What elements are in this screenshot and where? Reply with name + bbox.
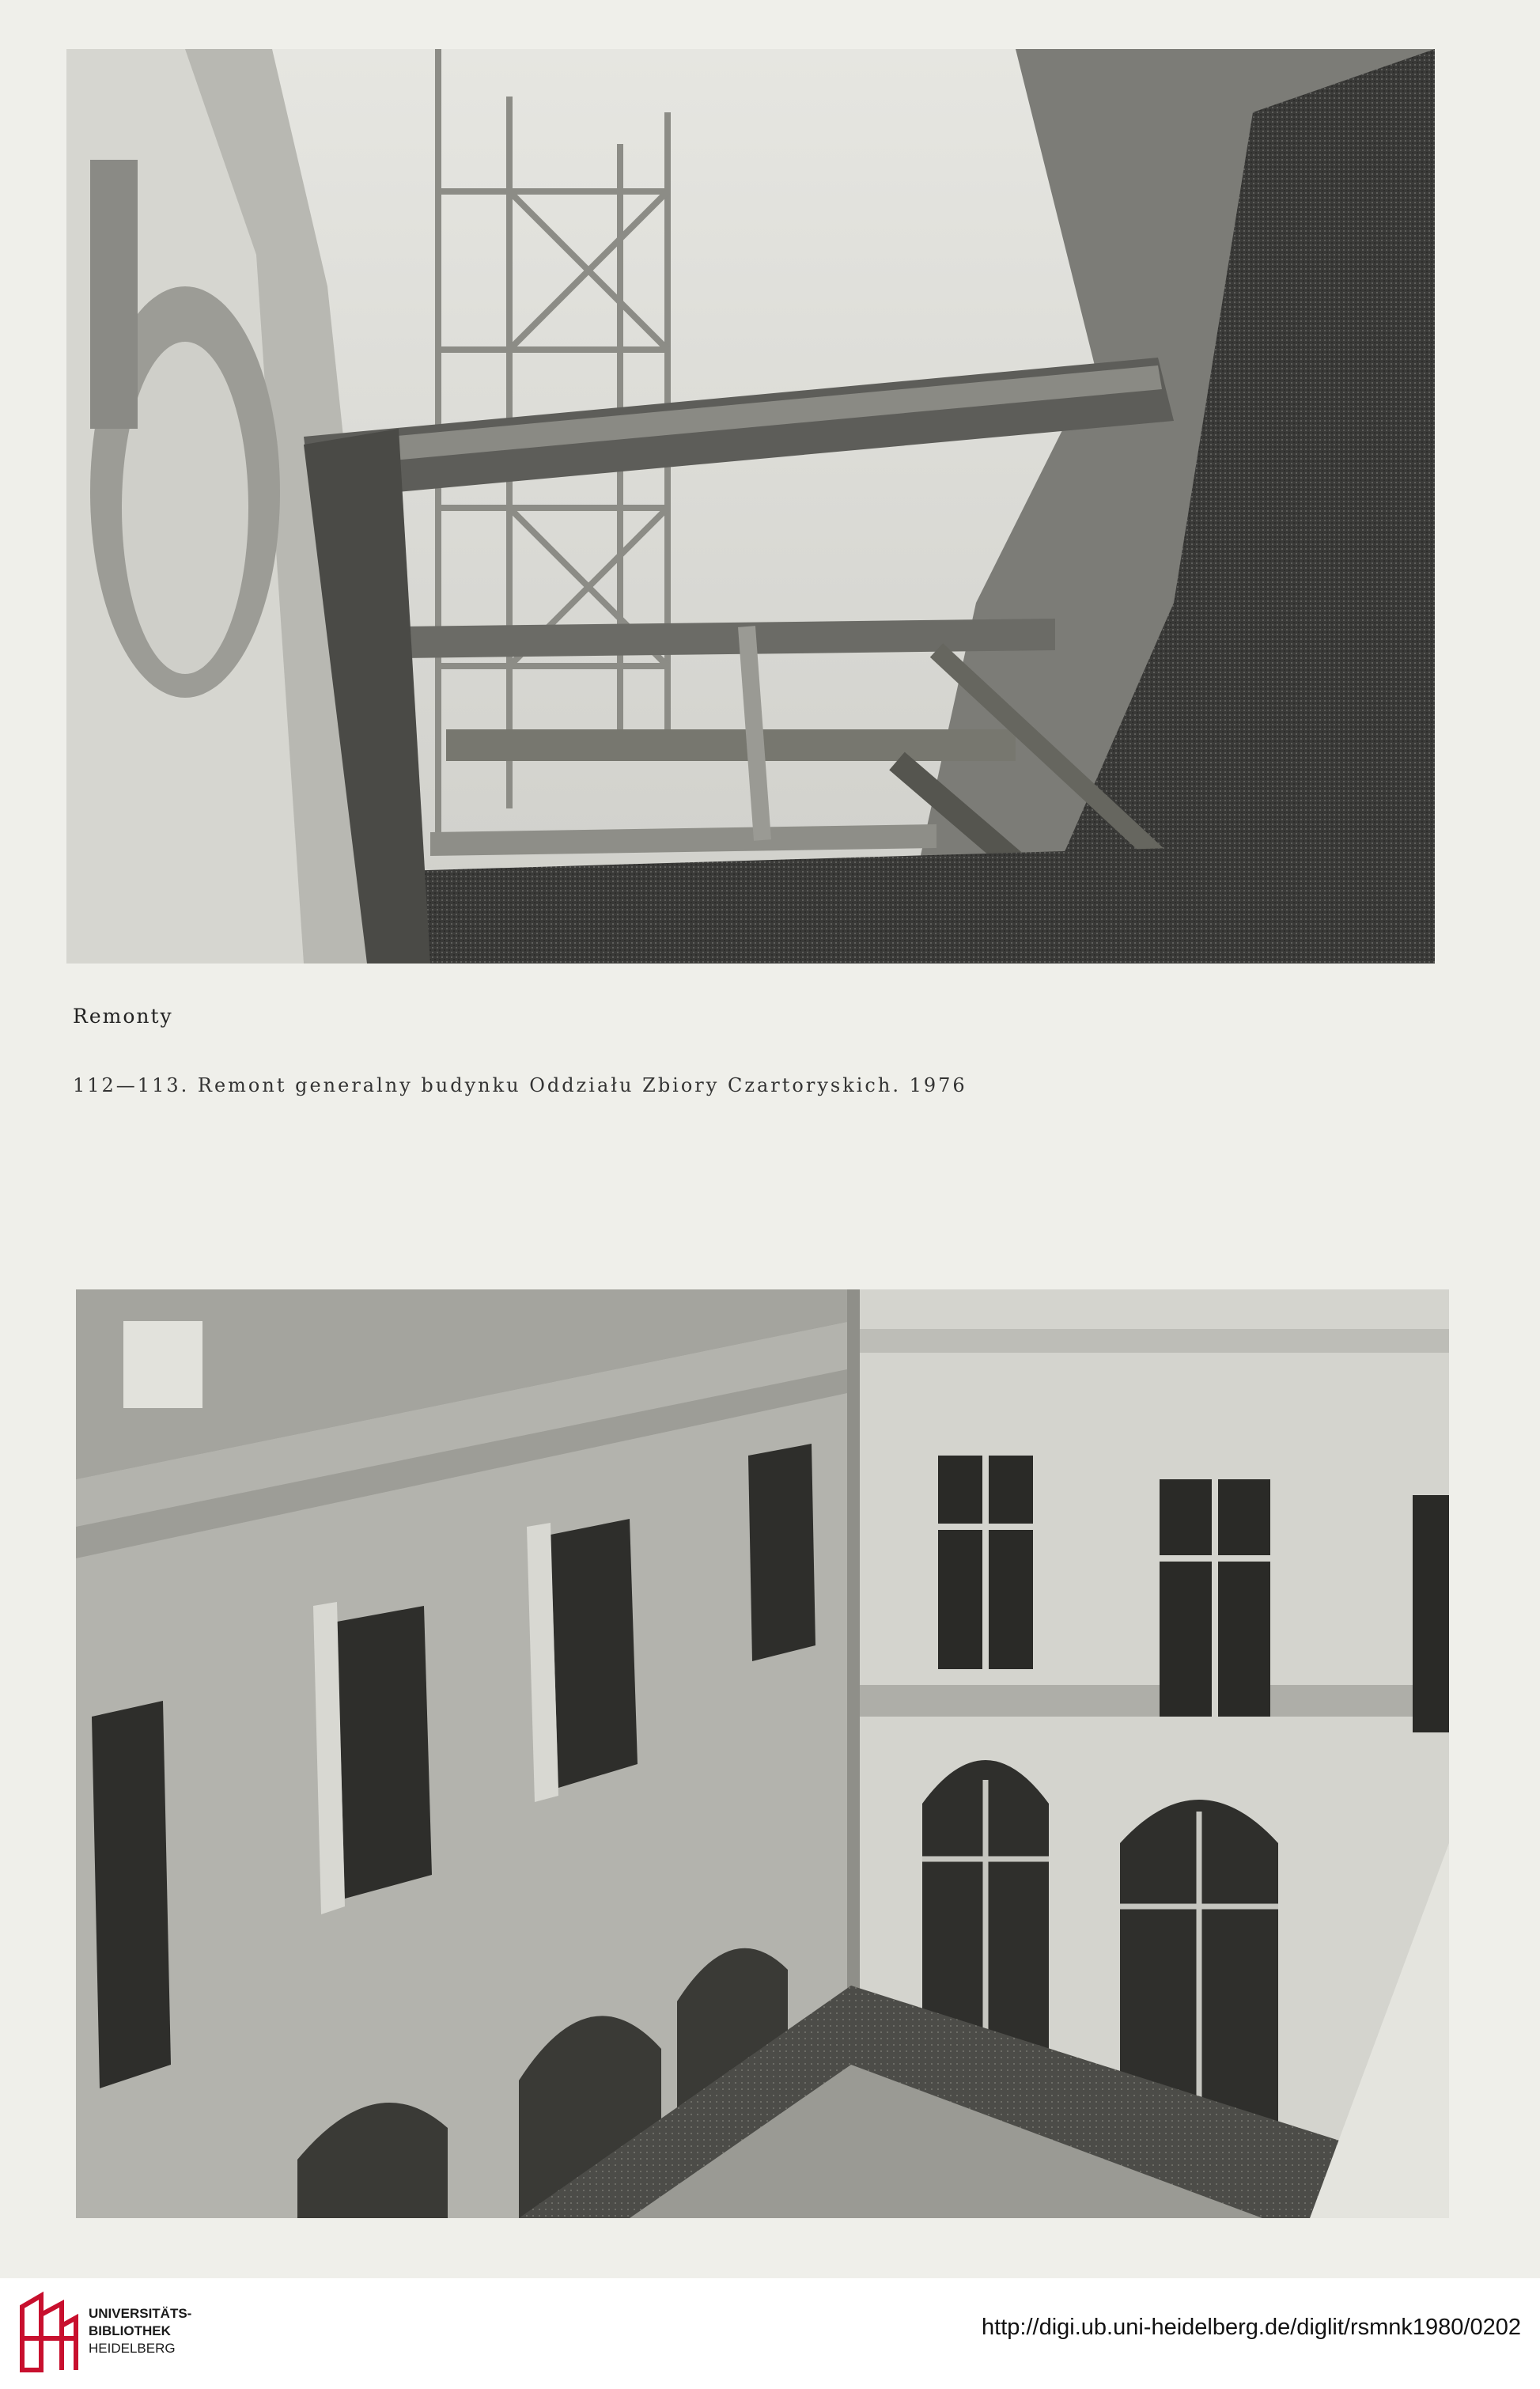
scaffolding-photo bbox=[66, 49, 1435, 964]
library-name-line1: UNIVERSITÄTS- bbox=[89, 2306, 192, 2321]
library-footer bbox=[0, 2278, 1540, 2389]
courtyard-photo bbox=[76, 1289, 1449, 2218]
photo-caption: 112—113. Remont generalny budynku Oddziału Zbiory Czartoryskich. 1976 bbox=[73, 1074, 967, 1096]
library-logo-icon[interactable] bbox=[17, 2291, 79, 2376]
permalink-url[interactable]: http://digi.ub.uni-heidelberg.de/diglit/rsmnk1980/0202 bbox=[982, 2315, 1521, 2340]
library-name-line2: BIBLIOTHEK bbox=[89, 2323, 171, 2338]
section-label: Remonty bbox=[73, 1005, 173, 1028]
library-name-line3: HEIDELBERG bbox=[89, 2341, 176, 2356]
library-name[interactable] bbox=[89, 2305, 191, 2357]
